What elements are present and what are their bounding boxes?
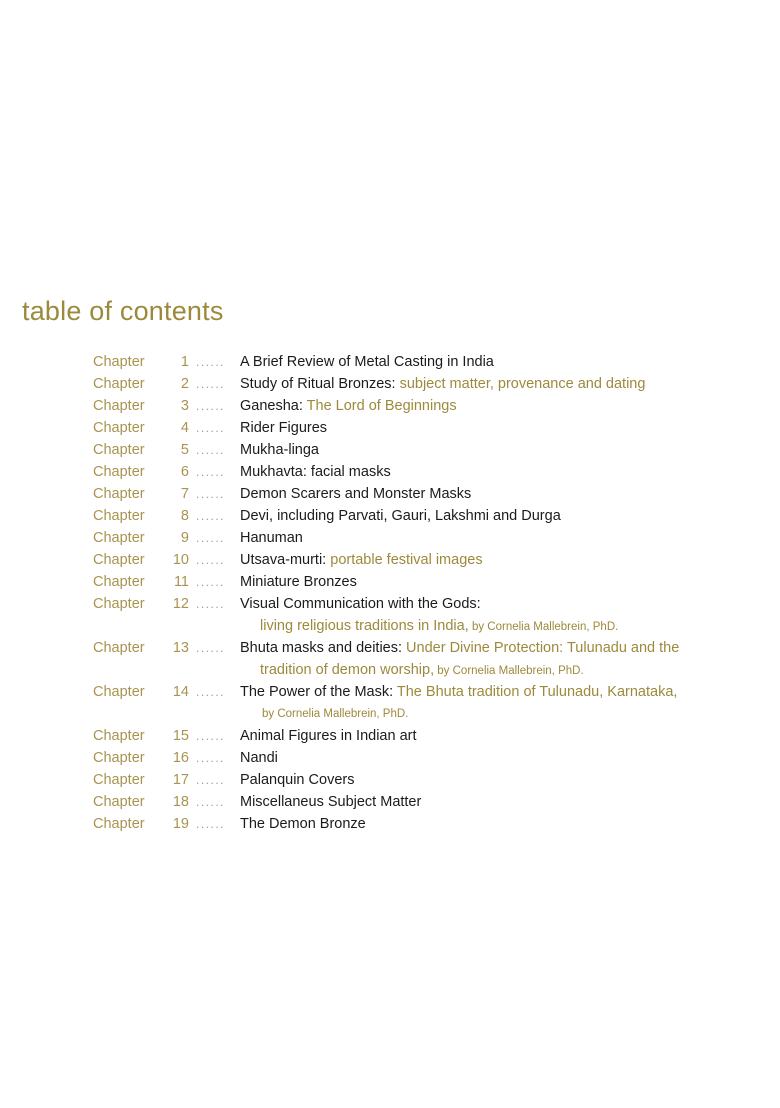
leader-dots: ...... [196, 443, 226, 457]
chapter-title: Mukhavta: facial masks [240, 464, 391, 480]
chapter-label: Chapter [93, 596, 145, 612]
leader-dots: ...... [196, 421, 226, 435]
chapter-number: 9 [180, 530, 189, 546]
chapter-title: Devi, including Parvati, Gauri, Lakshmi and Durga [240, 508, 561, 524]
chapter-label: Chapter [93, 574, 145, 590]
toc-entry-8[interactable] [0, 505, 780, 527]
toc-entry-7[interactable] [0, 483, 780, 505]
chapter-number: 1 [180, 354, 189, 370]
chapter-number: 6 [180, 464, 189, 480]
chapter-title: Miniature Bronzes [240, 574, 357, 590]
toc-entry-3[interactable] [0, 395, 780, 417]
chapter-title: Study of Ritual Bronzes: subject matter, provenance and dating [240, 376, 646, 392]
leader-dots: ...... [196, 355, 226, 369]
chapter-number: 2 [180, 376, 189, 392]
chapter-title: The Demon Bronze [240, 816, 366, 832]
toc-entry-6[interactable] [0, 461, 780, 483]
chapter-label: Chapter [93, 794, 145, 810]
chapter-label: Chapter [93, 442, 145, 458]
chapter-label: Chapter [93, 750, 145, 766]
chapter-number: 4 [180, 420, 189, 436]
toc-entry-11[interactable] [0, 571, 780, 593]
chapter-number: 3 [180, 398, 189, 414]
leader-dots: ...... [196, 487, 226, 501]
leader-dots: ...... [196, 575, 226, 589]
chapter-title: Nandi [240, 750, 278, 766]
toc-entry-9[interactable] [0, 527, 780, 549]
chapter-number: 14 [172, 684, 189, 700]
chapter-label: Chapter [93, 486, 145, 502]
toc-entry-18[interactable] [0, 791, 780, 813]
chapter-label: Chapter [93, 728, 145, 744]
chapter-title: Bhuta masks and deities: Under Divine Protection: Tulunadu and the [240, 640, 680, 656]
chapter-label: Chapter [93, 530, 145, 546]
toc-entry-16[interactable] [0, 747, 780, 769]
chapter-label: Chapter [93, 640, 145, 656]
leader-dots: ...... [196, 751, 226, 765]
chapter-title: Visual Communication with the Gods: [240, 596, 481, 612]
author-credit: by Cornelia Mallebrein, PhD. [468, 621, 619, 633]
chapter-subtitle: Under Divine Protection: Tulunadu and the [406, 640, 680, 656]
chapter-number: 13 [172, 640, 189, 656]
chapter-subtitle: subject matter, provenance and dating [399, 376, 646, 392]
toc-entry-15[interactable] [0, 725, 780, 747]
chapter-subtitle: The Bhuta tradition of Tulunadu, Karnataka, [396, 684, 678, 700]
chapter-subtitle: The Lord of Beginnings [306, 398, 457, 414]
chapter-title: Ganesha: The Lord of Beginnings [240, 398, 457, 414]
chapter-number: 16 [172, 750, 189, 766]
author-credit: by Cornelia Mallebrein, PhD. [434, 665, 584, 677]
chapter-subtitle-line: living religious traditions in India, by Cornelia Mallebrein, PhD. [260, 618, 619, 634]
chapter-number: 10 [172, 552, 189, 568]
toc-entry-14[interactable] [0, 681, 780, 725]
chapter-title: Mukha-linga [240, 442, 319, 458]
toc-entry-1[interactable] [0, 351, 780, 373]
toc-entry-17[interactable] [0, 769, 780, 791]
table-of-contents [0, 351, 780, 835]
chapter-title: Utsava-murti: portable festival images [240, 552, 483, 568]
author-credit: by Cornelia Mallebrein, PhD. [262, 708, 409, 720]
leader-dots: ...... [196, 729, 226, 743]
chapter-number: 19 [172, 816, 189, 832]
chapter-number: 18 [172, 794, 189, 810]
toc-entry-12[interactable] [0, 593, 780, 637]
chapter-subtitle: portable festival images [330, 552, 483, 568]
chapter-label: Chapter [93, 398, 145, 414]
chapter-title: Hanuman [240, 530, 303, 546]
chapter-label: Chapter [93, 684, 145, 700]
toc-entry-4[interactable] [0, 417, 780, 439]
chapter-title: A Brief Review of Metal Casting in India [240, 354, 494, 370]
page-title: table of contents [22, 296, 224, 326]
leader-dots: ...... [196, 509, 226, 523]
leader-dots: ...... [196, 377, 226, 391]
chapter-label: Chapter [93, 376, 145, 392]
leader-dots: ...... [196, 553, 226, 567]
chapter-number: 8 [180, 508, 189, 524]
toc-entry-5[interactable] [0, 439, 780, 461]
chapter-number: 15 [172, 728, 189, 744]
leader-dots: ...... [196, 685, 226, 699]
chapter-subtitle-line: tradition of demon worship, by Cornelia Mallebrein, PhD. [260, 662, 584, 678]
leader-dots: ...... [196, 597, 226, 611]
chapter-label: Chapter [93, 464, 145, 480]
leader-dots: ...... [196, 641, 226, 655]
toc-entry-2[interactable] [0, 373, 780, 395]
chapter-number: 12 [172, 596, 189, 612]
toc-entry-13[interactable] [0, 637, 780, 681]
leader-dots: ...... [196, 399, 226, 413]
chapter-number: 7 [180, 486, 189, 502]
leader-dots: ...... [196, 817, 226, 831]
chapter-title: Rider Figures [240, 420, 328, 436]
chapter-label: Chapter [93, 772, 145, 788]
chapter-number: 17 [172, 772, 189, 788]
leader-dots: ...... [196, 465, 226, 479]
leader-dots: ...... [196, 795, 226, 809]
chapter-label: Chapter [93, 508, 145, 524]
chapter-number: 11 [173, 574, 189, 590]
toc-entry-10[interactable] [0, 549, 780, 571]
chapter-title: Palanquin Covers [240, 772, 355, 788]
chapter-label: Chapter [93, 816, 145, 832]
chapter-label: Chapter [93, 552, 145, 568]
chapter-label: Chapter [93, 354, 145, 370]
chapter-label: Chapter [93, 420, 145, 436]
chapter-title: The Power of the Mask: The Bhuta tradition of Tulunadu, Karnataka, [240, 684, 678, 700]
toc-entry-19[interactable] [0, 813, 780, 835]
chapter-title: Demon Scarers and Monster Masks [240, 486, 472, 502]
leader-dots: ...... [196, 531, 226, 545]
chapter-number: 5 [180, 442, 189, 458]
leader-dots: ...... [196, 773, 226, 787]
chapter-title: Animal Figures in Indian art [240, 728, 417, 744]
chapter-title: Miscellaneus Subject Matter [240, 794, 422, 810]
